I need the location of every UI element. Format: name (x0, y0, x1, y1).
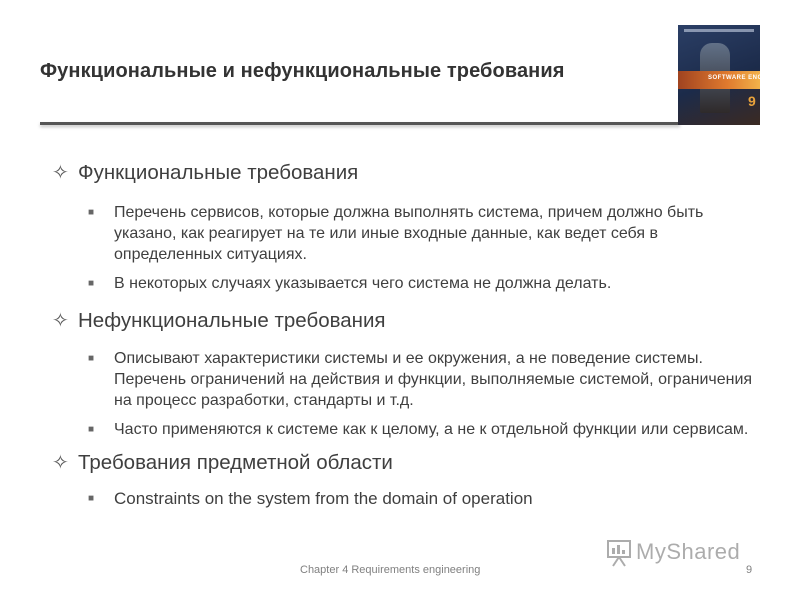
four-point-star-outline-icon: ✧ (52, 162, 69, 184)
slide-title: Функциональные и нефункциональные требования (40, 60, 565, 82)
bullet-item (88, 488, 772, 509)
square-bullet-icon: ■ (88, 493, 95, 504)
section-heading (52, 160, 772, 186)
square-bullet-icon: ■ (88, 207, 95, 218)
book-cover-title: SOFTWARE ENGINEERING (708, 75, 796, 81)
bullet-text: Перечень сервисов, которые должна выполнять система, причем должно быть указано, как реагирует на те или иные входные данные, как ведет себя в определенных ситуациях. (114, 204, 704, 263)
bullet-text: Constraints on the system from the domain of operation (114, 489, 533, 508)
bullet-item (88, 419, 772, 440)
bullet-item (88, 202, 772, 265)
footer-page-number: 9 (746, 564, 753, 576)
book-cover-edition: 9 (748, 93, 756, 109)
bullet-item (88, 273, 772, 294)
section-heading-text: Требования предметной области (78, 451, 393, 474)
watermark-text: MyShared (636, 539, 741, 564)
four-point-star-outline-icon: ✧ (52, 452, 69, 474)
book-cover-image (678, 25, 796, 125)
slide-content (52, 160, 772, 509)
section-heading-text: Функциональные требования (78, 161, 359, 184)
bullet-item (88, 348, 772, 411)
bullet-text: Часто применяются к системе как к целому, а не к отдельной функции или сервисам. (114, 421, 749, 438)
bullet-text: Описывают характеристики системы и ее окружения, а не поведение системы. Перечень ограничений на действия и функции, выполняемые системой, ограничения на процесс разработки, стандарты и т.д. (114, 350, 753, 409)
section-heading (52, 308, 772, 334)
square-bullet-icon: ■ (88, 424, 95, 435)
four-point-star-outline-icon: ✧ (52, 310, 69, 332)
watermark-logo (606, 532, 766, 572)
presentation-icon (606, 537, 632, 567)
bullet-text: В некоторых случаях указывается чего система не должна делать. (114, 275, 612, 292)
title-underline (40, 122, 680, 125)
square-bullet-icon: ■ (88, 353, 95, 364)
section-heading-text: Нефункциональные требования (78, 309, 386, 332)
square-bullet-icon: ■ (88, 278, 95, 289)
section-heading (52, 450, 772, 476)
footer-chapter-text: Chapter 4 Requirements engineering (300, 564, 481, 576)
